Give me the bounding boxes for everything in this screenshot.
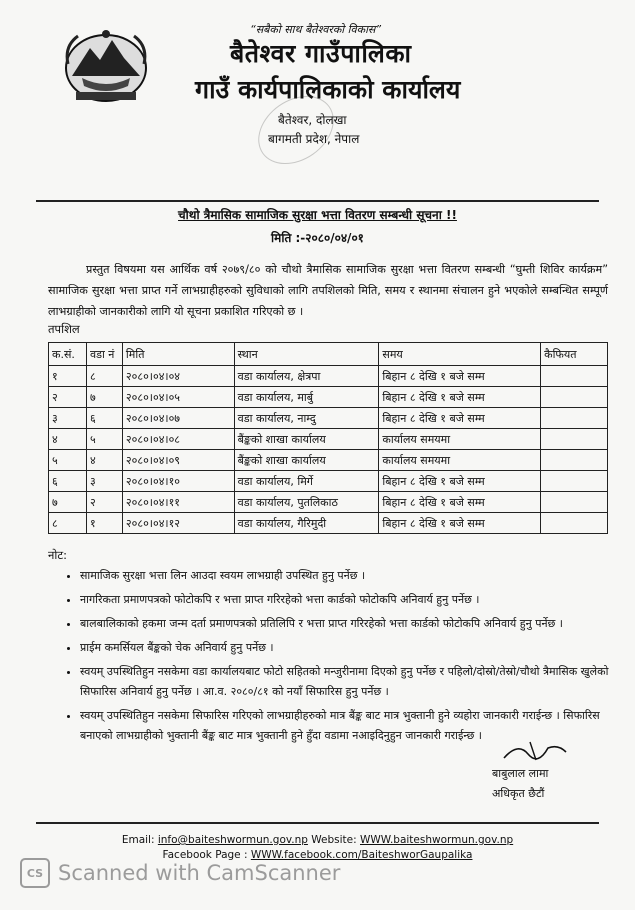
cell-time: कार्यालय समयमा [379, 429, 541, 450]
col-header-remarks: कैफियत [541, 343, 608, 366]
table-row [49, 366, 608, 387]
cell-time: बिहान ८ देखि १ बजे सम्म [379, 408, 541, 429]
cell-ward: १ [86, 513, 122, 534]
cell-ward: ४ [86, 450, 122, 471]
cell-date: २०८०।०४।१० [122, 471, 234, 492]
col-header-time: समय [379, 343, 541, 366]
cell-date: २०८०।०४।१२ [122, 513, 234, 534]
cell-ward: २ [86, 492, 122, 513]
cell-time: बिहान ८ देखि १ बजे सम्म [379, 471, 541, 492]
cell-remarks [541, 492, 608, 513]
signatory-post: अधिकृत छैटौं [492, 787, 545, 800]
footer-facebook: Facebook Page : WWW.facebook.com/BaiteshworGaupalika [162, 849, 473, 861]
note-item: • नागरिकता प्रमाणपत्रको फोटोकपि र भत्ता प्राप्त गरिरहेको भत्ता कार्डको फोटोकपि अनिवार्य हुनु पर्नेछ । [80, 590, 630, 610]
notice-body: प्रस्तुत विषयमा यस आर्थिक वर्ष २०७९/८० को चौथो त्रैमासिक सामाजिक सुरक्षा भत्ता वितरण सम्बन्धी “घुम्ती शिविर कार्यक्रम” सामाजिक सुरक्षा भत्ता प्राप्त गर्ने लाभग्राहीहरुको सुविधाको लागि तपशिलको मिति, समय र स्थानमा संचालन हुने भएकोले सम्बन्धित सम्पूर्ण लाभग्राहीको जानकारीको लागि यो सूचना प्रकाशित गरिएको छ । [48, 263, 608, 318]
cell-ward: ८ [86, 366, 122, 387]
cell-date: २०८०।०४।११ [122, 492, 234, 513]
table-row [49, 387, 608, 408]
website-link[interactable]: WWW.baiteshwormun.gov.np [360, 834, 514, 846]
cell-place: बैंङ्कको शाखा कार्यालय [234, 429, 379, 450]
motto: “सबैको साथ बैतेश्वरको विकास” [250, 23, 382, 36]
cell-ward: ५ [86, 429, 122, 450]
signature-scribble [500, 738, 570, 764]
table-row [49, 429, 608, 450]
cell-sn: २ [49, 387, 87, 408]
cell-time: बिहान ८ देखि १ बजे सम्म [379, 366, 541, 387]
table-row [49, 513, 608, 534]
cell-remarks [541, 471, 608, 492]
note-item: • प्राईम कमर्सियल बैंङ्कको चेक अनिवार्य हुनु पर्नेछ । [80, 638, 630, 658]
cell-place: वडा कार्यालय, क्षेत्रपा [234, 366, 379, 387]
cell-remarks [541, 450, 608, 471]
schedule-table [48, 342, 608, 534]
footer-divider [36, 822, 599, 824]
notice-date: मिति :-२०८०/०४/०१ [271, 231, 364, 245]
note-item: • स्वयम् उपस्थितिहुन नसकेमा वडा कार्यालयबाट फोटो सहितको मन्जुरीनामा दिएको हुनु पर्नेछ र पहिलो/दोस्रो/तेस्रो/चौथो त्रैमासिक खुलेको सिफारिस अनिवार्य हुनु पर्नेछ । आ.व. २०८०/८१ को नयाँ सिफारिस हुनु पर्नेछ । [80, 662, 630, 702]
cell-ward: ६ [86, 408, 122, 429]
col-header-date: मिति [122, 343, 234, 366]
cell-remarks [541, 513, 608, 534]
cell-sn: ७ [49, 492, 87, 513]
address-line-1: बैतेश्वर, दोलखा [278, 113, 347, 127]
note-item: • बालबालिकाको हकमा जन्म दर्ता प्रमाणपत्रको प्रतिलिपि र भत्ता प्राप्त गरिरहेको भत्ता कार्डको फोटोकपि अनिवार्य हुनु पर्नेछ । [80, 614, 630, 634]
cell-date: २०८०।०४।०८ [122, 429, 234, 450]
table-header-row [49, 343, 608, 366]
cell-time: बिहान ८ देखि १ बजे सम्म [379, 492, 541, 513]
cell-place: वडा कार्यालय, मार्बु [234, 387, 379, 408]
col-header-place: स्थान [234, 343, 379, 366]
notes-label: नोट: [48, 548, 68, 562]
notice-title: चौथो त्रैमासिक सामाजिक सुरक्षा भत्ता वितरण सम्बन्धी सूचना !! [178, 208, 457, 222]
cell-remarks [541, 429, 608, 450]
cell-ward: ३ [86, 471, 122, 492]
cell-time: बिहान ८ देखि १ बजे सम्म [379, 387, 541, 408]
col-header-ward: वडा नं [86, 343, 122, 366]
cell-sn: ६ [49, 471, 87, 492]
signatory-name: बाबुलाल लामा [492, 767, 549, 780]
table-row [49, 471, 608, 492]
cell-sn: ३ [49, 408, 87, 429]
camscanner-text: Scanned with CamScanner [58, 861, 341, 885]
email-link[interactable]: info@baiteshwormun.gov.np [157, 834, 308, 846]
cell-sn: ४ [49, 429, 87, 450]
cell-sn: ५ [49, 450, 87, 471]
cell-sn: ८ [49, 513, 87, 534]
facebook-link[interactable]: WWW.facebook.com/BaiteshworGaupalika [250, 849, 473, 861]
table-row [49, 408, 608, 429]
cell-place: वडा कार्यालय, नाम्दु [234, 408, 379, 429]
note-item: • सामाजिक सुरक्षा भत्ता लिन आउदा स्वयम लाभग्राही उपस्थित हुनु पर्नेछ । [80, 566, 630, 586]
cell-date: २०८०।०४।०९ [122, 450, 234, 471]
footer-contact: Email: info@baiteshwormun.gov.np Website: WWW.baiteshwormun.gov.np [121, 834, 514, 846]
cell-remarks [541, 408, 608, 429]
col-header-sn: क.सं. [49, 343, 87, 366]
table-row [49, 492, 608, 513]
details-label: तपशिल [48, 322, 80, 336]
note-item: • स्वयम् उपस्थितिहुन नसकेमा सिफारिस गरिएको लाभग्राहीहरुको मात्र बैंङ्क बाट मात्र भुक्तानी हुने व्यहोरा जानकारी गराईन्छ । सिफारिस बनाएको लाभग्राहीको भुक्तानी बैंङ्क बाट मात्र भुक्तानी हुने हुँदा वडामा नआइदिनुहुन जानकारी गराईन्छ । [80, 706, 630, 746]
cell-place: वडा कार्यालय, गैरिमुदी [234, 513, 379, 534]
cell-remarks [541, 387, 608, 408]
cell-place: वडा कार्यालय, पुतलिकाठ [234, 492, 379, 513]
nepal-government-emblem-icon [62, 26, 150, 106]
cell-ward: ७ [86, 387, 122, 408]
notes-list [60, 566, 630, 750]
cell-remarks [541, 366, 608, 387]
cell-sn: १ [49, 366, 87, 387]
office-name: गाउँ कार्यपालिकाको कार्यालय [195, 75, 461, 104]
cell-date: २०८०।०४।०७ [122, 408, 234, 429]
cell-date: २०८०।०४।०५ [122, 387, 234, 408]
cell-time: बिहान ८ देखि १ बजे सम्म [379, 513, 541, 534]
municipality-name: बैतेश्वर गाउँपालिका [230, 39, 412, 68]
cell-place: बैंङ्कको शाखा कार्यालय [234, 450, 379, 471]
address-line-2: बागमती प्रदेश, नेपाल [268, 132, 360, 146]
cell-time: कार्यालय समयमा [379, 450, 541, 471]
cell-date: २०८०।०४।०४ [122, 366, 234, 387]
cell-place: वडा कार्यालय, मिर्गे [234, 471, 379, 492]
camscanner-watermark [20, 858, 340, 888]
table-row [49, 450, 608, 471]
camscanner-icon: CS [20, 858, 50, 888]
header-divider [36, 200, 599, 202]
